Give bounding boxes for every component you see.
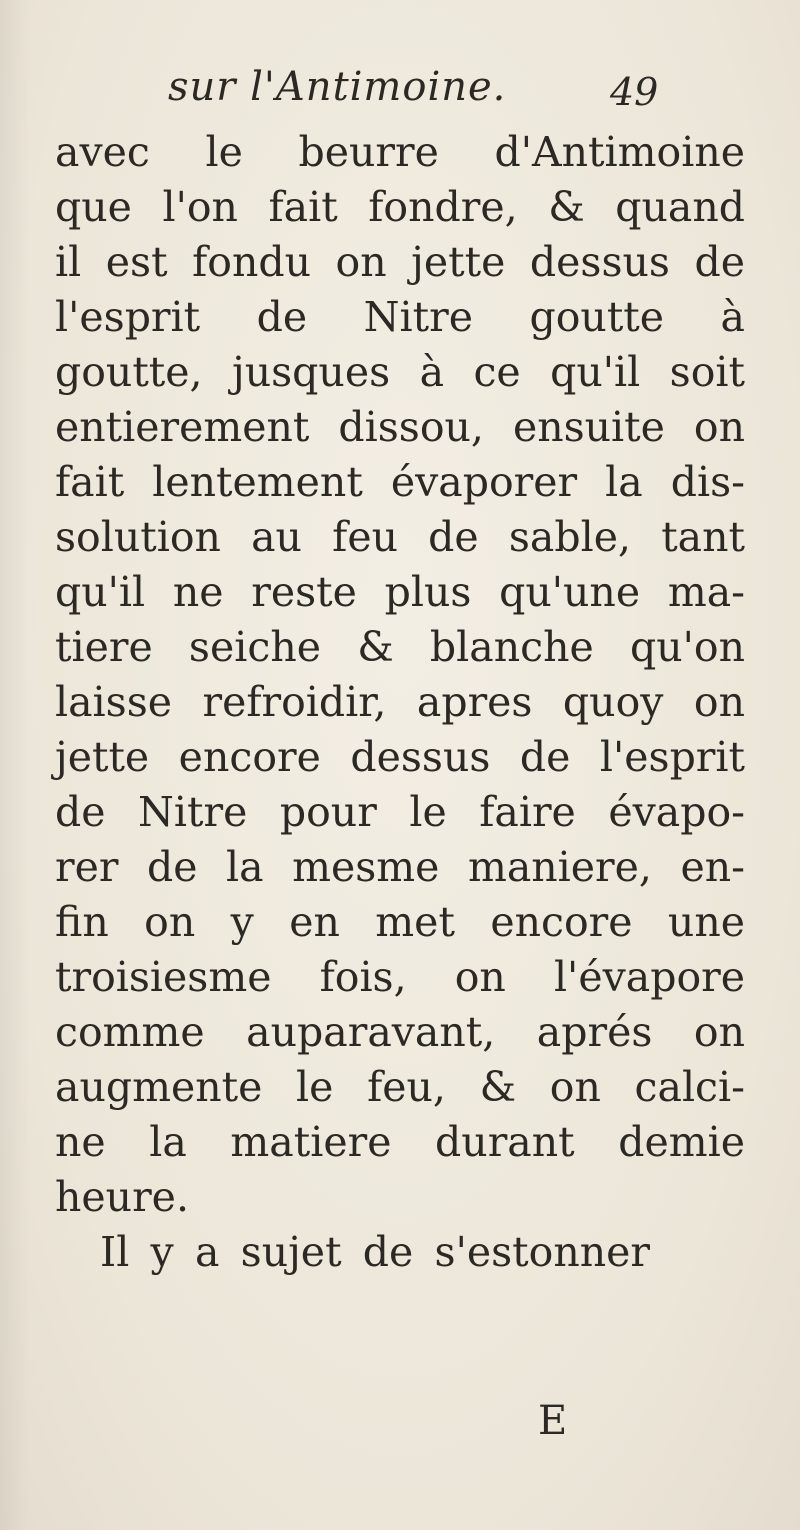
text-line: ne la matiere durant demie <box>55 1118 745 1166</box>
page-edge-shadow <box>0 0 30 1530</box>
page-header <box>0 62 800 122</box>
text-line: fait lentement évaporer la dis- <box>55 458 745 506</box>
text-line: tiere seiche & blanche qu'on <box>55 623 745 671</box>
text-line: entierement dissou, ensuite on <box>55 403 745 451</box>
text-line: heure. <box>55 1173 189 1221</box>
text-line: laisse refroidir, apres quoy on <box>55 678 745 726</box>
text-line: que l'on fait fondre, & quand <box>55 183 745 231</box>
text-line: solution au feu de sable, tant <box>55 513 745 561</box>
text-line: comme auparavant, aprés on <box>55 1008 745 1056</box>
text-line: goutte, jusques à ce qu'il soit <box>55 348 745 396</box>
text-line: augmente le feu, & on calci- <box>55 1063 745 1111</box>
text-line: de Nitre pour le faire évapo- <box>55 788 745 836</box>
text-line: il est fondu on jette dessus de <box>55 238 745 286</box>
catchword: E <box>538 1398 568 1444</box>
text-line: jette encore dessus de l'esprit <box>55 733 745 781</box>
text-line: troisiesme fois, on l'évapore <box>55 953 745 1001</box>
text-line: fin on y en met encore une <box>55 898 745 946</box>
text-line: qu'il ne reste plus qu'une ma- <box>55 568 745 616</box>
text-line: l'esprit de Nitre goutte à <box>55 293 745 341</box>
text-line: avec le beurre d'Antimoine <box>55 128 745 176</box>
text-line: Il y a sujet de s'estonner <box>100 1228 650 1276</box>
page-number: 49 <box>610 70 659 114</box>
running-title: sur l'Antimoine. <box>168 64 507 110</box>
text-line: rer de la mesme maniere, en- <box>55 843 745 891</box>
